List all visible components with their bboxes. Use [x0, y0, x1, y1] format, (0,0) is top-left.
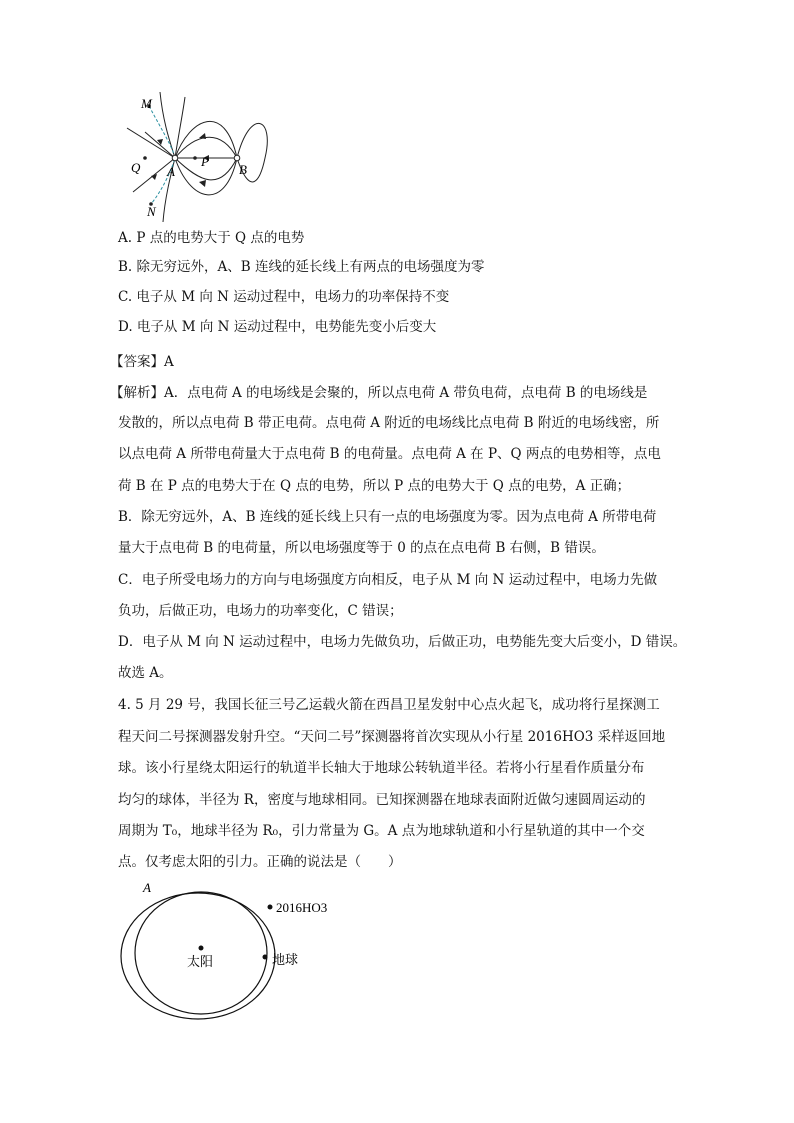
analysis-line-3: 以点电荷 A 所带电荷量大于点电荷 B 的电荷量。点电荷 A 在 P、Q 两点的电势相等，点电	[118, 446, 661, 462]
analysis-line-6: 量大于点电荷 B 的电荷量，所以电场强度等于 0 的点在点电荷 B 右侧，B 错误。	[118, 540, 605, 556]
label-a: A	[167, 164, 175, 179]
q4-line-3: 球。该小行星绕太阳运行的轨道半长轴大于地球公转轨道半径。若将小行星看作质量分布	[118, 760, 645, 776]
label-q: Q	[131, 160, 141, 175]
label-n: N	[147, 204, 156, 219]
field-lines	[127, 92, 267, 222]
option-a: A. P 点的电势大于 Q 点的电势	[118, 230, 305, 246]
label-b: B	[239, 162, 247, 177]
analysis-line-10: 故选 A。	[118, 665, 173, 681]
label-a-orbit: A	[143, 880, 151, 895]
answer: 【答案】A	[110, 354, 174, 370]
point-a	[172, 155, 178, 161]
point-b	[234, 155, 240, 161]
asteroid-dot	[268, 905, 273, 910]
label-p: P	[201, 154, 209, 169]
earth-dot	[263, 955, 268, 960]
option-c: C. 电子从 M 向 N 运动过程中，电场力的功率保持不变	[118, 289, 450, 305]
option-b: B. 除无穷远外，A、B 连线的延长线上有两点的电场强度为零	[118, 259, 485, 275]
label-m: M	[141, 96, 152, 111]
q4-line-1: 4. 5 月 29 号，我国长征三号乙运载火箭在西昌卫星发射中心点火起飞，成功将行星探测工	[118, 697, 660, 713]
orbit-figure	[115, 878, 345, 1028]
label-sun: 太阳	[187, 954, 214, 969]
analysis-line-1: 【解析】A．点电荷 A 的电场线是会聚的，所以点电荷 A 带负电荷，点电荷 B 的电场线是	[110, 385, 648, 401]
label-earth: 地球	[272, 952, 299, 967]
q4-line-2: 程天问二号探测器发射升空。“天问二号”探测器将首次实现从小行星 2016HO3 采样返回地	[118, 729, 666, 745]
point-p	[193, 156, 197, 160]
analysis-line-5: B．除无穷远外，A、B 连线的延长线上只有一点的电场强度为零。因为点电荷 A 所带电荷	[118, 509, 657, 525]
analysis-line-9: D．电子从 M 向 N 运动过程中，电场力先做负功，后做正功，电势能先变大后变小，D 错误。	[118, 634, 687, 650]
analysis-line-2: 发散的，所以点电荷 B 带正电荷。点电荷 A 附近的电场线比点电荷 B 附近的电场线密，所	[118, 415, 660, 431]
analysis-line-8: 负功，后做正功，电场力的功率变化，C 错误；	[118, 603, 403, 619]
option-d: D. 电子从 M 向 N 运动过程中，电势能先变小后变大	[118, 319, 437, 335]
earth-orbit	[135, 892, 267, 1014]
analysis-line-4: 荷 B 在 P 点的电势大于在 Q 点的电势，所以 P 点的电势大于 Q 点的电势，A 正确；	[118, 478, 631, 494]
q4-line-5: 周期为 T₀，地球半径为 R₀，引力常量为 G。A 点为地球轨道和小行星轨道的其中一个交	[118, 823, 645, 839]
field-line-figure	[115, 92, 275, 222]
label-asteroid: 2016HO3	[276, 900, 328, 915]
q4-line-4: 均匀的球体，半径为 R，密度与地球相同。已知探测器在地球表面附近做匀速圆周运动的	[118, 792, 646, 808]
q4-line-6: 点。仅考虑太阳的引力。正确的说法是（ ）	[118, 854, 402, 870]
point-q	[143, 156, 147, 160]
analysis-line-7: C．电子所受电场力的方向与电场强度方向相反，电子从 M 向 N 运动过程中，电场力先做	[118, 572, 658, 588]
sun-dot	[199, 946, 204, 951]
